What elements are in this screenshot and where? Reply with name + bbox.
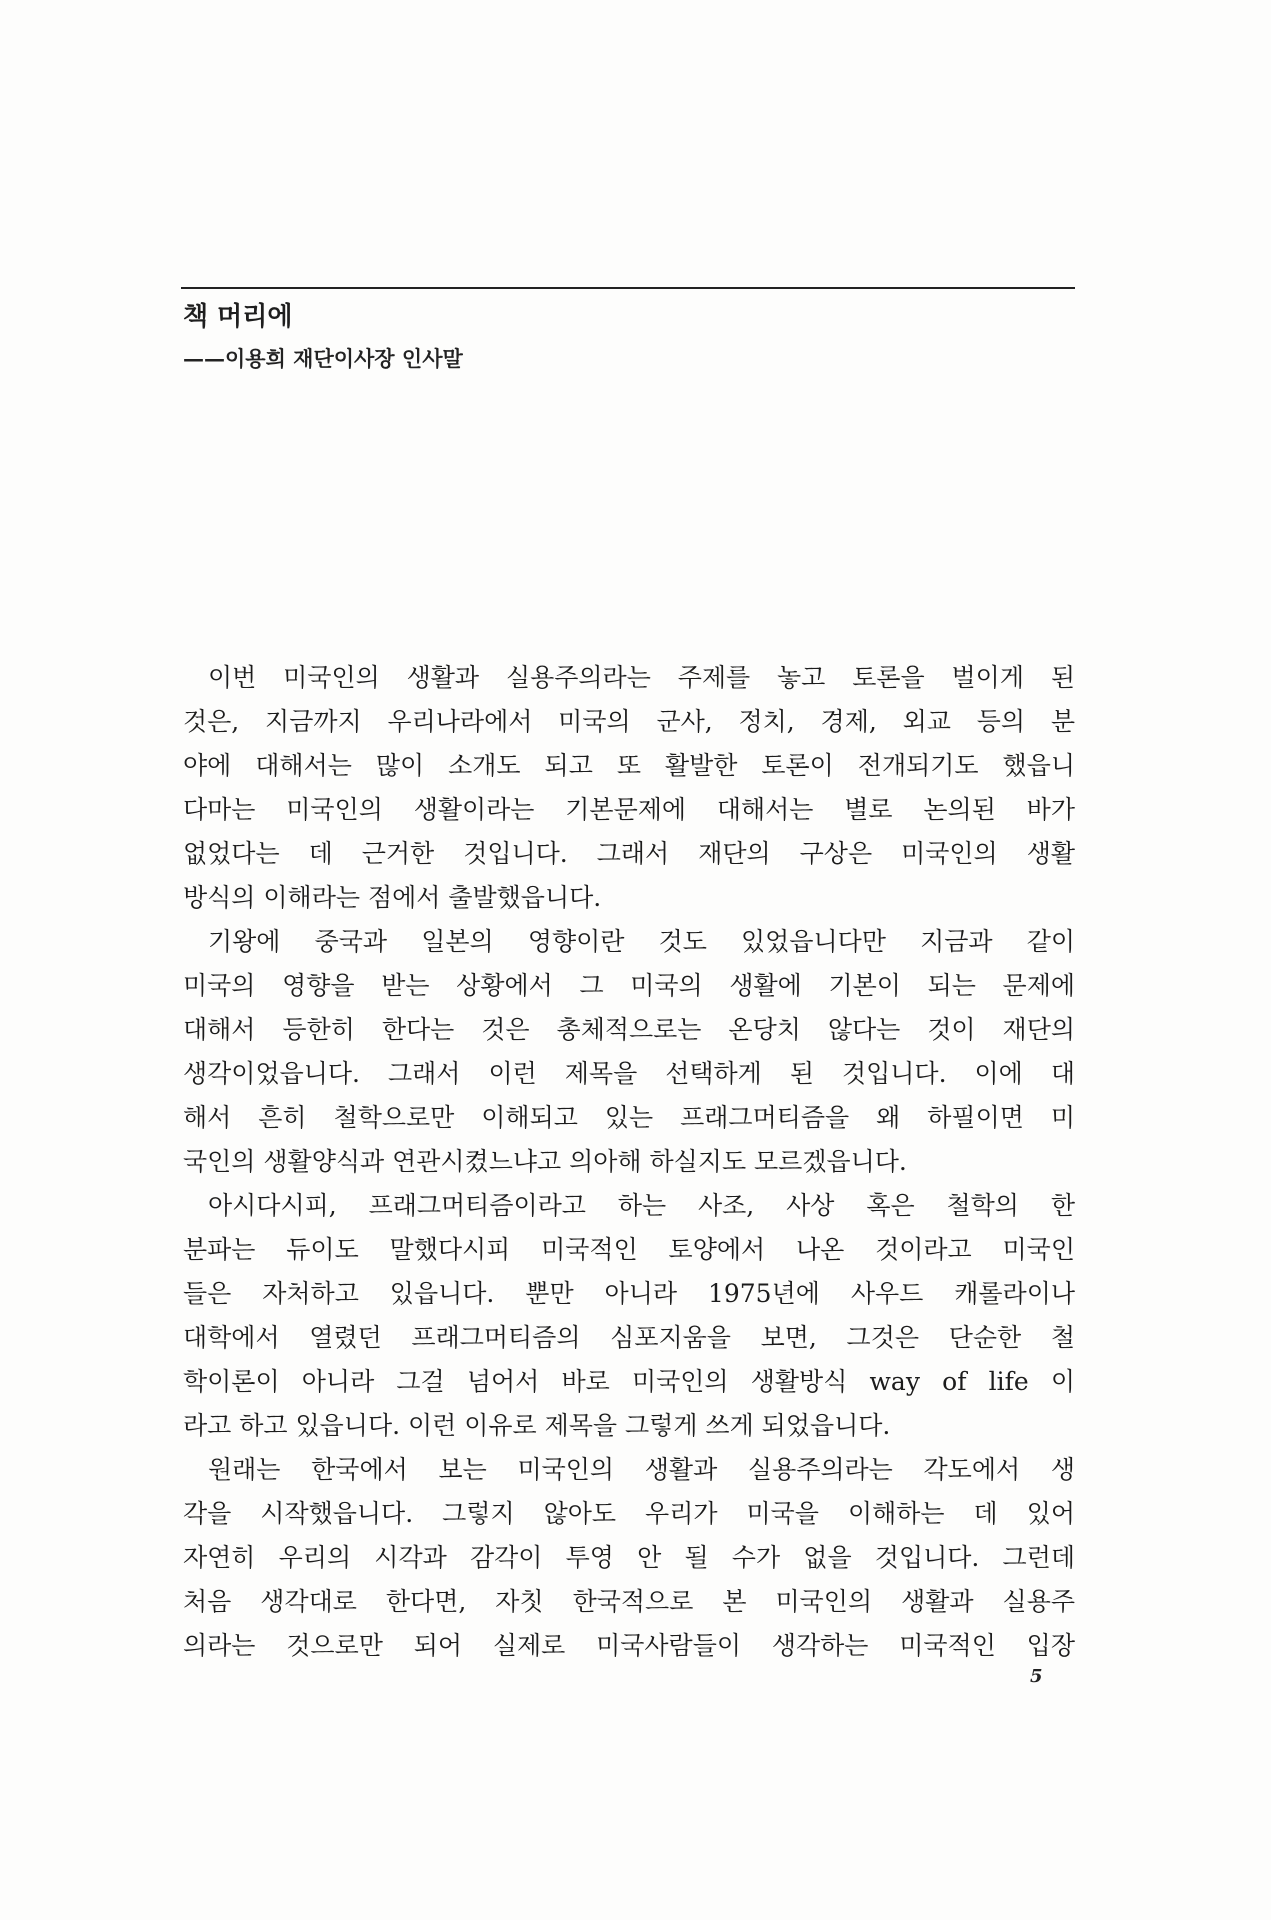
text-line: 없었다는 데 근거한 것입니다. 그래서 재단의 구상은 미국인의 생활 xyxy=(183,839,1075,868)
text-line: 학이론이 아니라 그걸 넘어서 바로 미국인의 생활방식 way of life 이 xyxy=(183,1367,1075,1396)
text-line: 아시다시피, 프래그머티즘이라고 하는 사조, 사상 혹은 철학의 한 xyxy=(208,1191,1075,1220)
text-line: 원래는 한국에서 보는 미국인의 생활과 실용주의라는 각도에서 생 xyxy=(208,1455,1075,1484)
text-line: 라고 하고 있읍니다. 이런 이유로 제목을 그렇게 쓰게 되었읍니다. xyxy=(183,1411,891,1440)
text-line: 생각이었읍니다. 그래서 이런 제목을 선택하게 된 것입니다. 이에 대 xyxy=(183,1059,1075,1088)
text-line: 국인의 생활양식과 연관시켰느냐고 의아해 하실지도 모르겠읍니다. xyxy=(183,1147,907,1176)
header-rule xyxy=(181,287,1075,289)
body-text xyxy=(183,656,1075,1668)
text-line: 기왕에 중국과 일본의 영향이란 것도 있었읍니다만 지금과 같이 xyxy=(208,927,1075,956)
chapter-title: 책 머리에 xyxy=(183,302,293,332)
text-line: 다마는 미국인의 생활이라는 기본문제에 대해서는 별로 논의된 바가 xyxy=(183,795,1075,824)
text-line: 처음 생각대로 한다면, 자칫 한국적으로 본 미국인의 생활과 실용주 xyxy=(183,1587,1075,1616)
text-line: 이번 미국인의 생활과 실용주의라는 주제를 놓고 토론을 벌이게 된 xyxy=(208,663,1075,692)
text-line: 야에 대해서는 많이 소개도 되고 또 활발한 토론이 전개되기도 했읍니 xyxy=(183,751,1075,780)
text-line: 분파는 듀이도 말했다시피 미국적인 토양에서 나온 것이라고 미국인 xyxy=(183,1235,1075,1264)
text-line: 자연히 우리의 시각과 감각이 투영 안 될 수가 없을 것입니다. 그런데 xyxy=(183,1543,1075,1572)
text-line: 각을 시작했읍니다. 그렇지 않아도 우리가 미국을 이해하는 데 있어 xyxy=(183,1499,1075,1528)
text-line: 들은 자처하고 있읍니다. 뿐만 아니라 1975년에 사우드 캐롤라이나 xyxy=(183,1279,1075,1308)
text-line: 미국의 영향을 받는 상황에서 그 미국의 생활에 기본이 되는 문제에 xyxy=(183,971,1075,1000)
text-line: 의라는 것으로만 되어 실제로 미국사람들이 생각하는 미국적인 입장 xyxy=(183,1631,1075,1660)
text-line: 대학에서 열렸던 프래그머티즘의 심포지움을 보면, 그것은 단순한 철 xyxy=(183,1323,1075,1352)
chapter-subtitle: ——이용희 재단이사장 인사말 xyxy=(183,346,463,371)
text-line: 것은, 지금까지 우리나라에서 미국의 군사, 정치, 경제, 외교 등의 분 xyxy=(183,707,1075,736)
text-line: 대해서 등한히 한다는 것은 총체적으로는 온당치 않다는 것이 재단의 xyxy=(183,1015,1075,1044)
page-number: 5 xyxy=(1030,1666,1043,1687)
text-line: 해서 흔히 철학으로만 이해되고 있는 프래그머티즘을 왜 하필이면 미 xyxy=(183,1103,1075,1132)
text-line: 방식의 이해라는 점에서 출발했읍니다. xyxy=(183,883,602,912)
